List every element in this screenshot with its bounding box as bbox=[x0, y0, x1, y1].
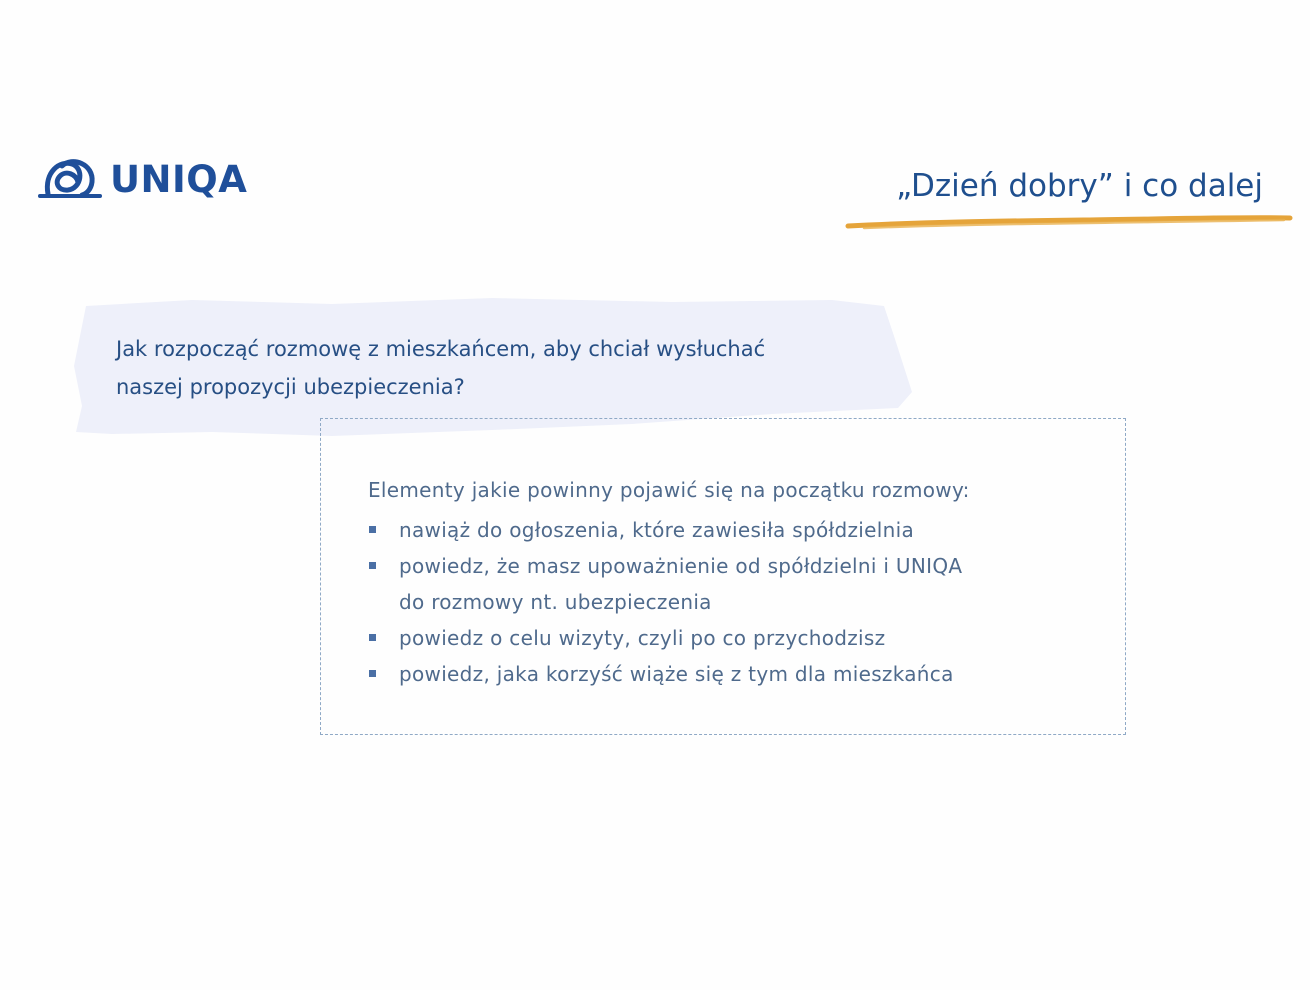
bullet-list bbox=[368, 512, 962, 692]
list-item bbox=[368, 656, 962, 692]
list-item bbox=[368, 620, 962, 656]
uniqa-logo-text: UNIQA bbox=[110, 157, 248, 201]
question-line: Jak rozpocząć rozmowę z mieszkańcem, aby chciał wysłuchać bbox=[116, 337, 766, 361]
uniqa-logo-icon bbox=[38, 158, 102, 200]
bullet-square-icon bbox=[369, 634, 376, 641]
list-item bbox=[368, 548, 962, 620]
uniqa-logo bbox=[38, 158, 247, 200]
list-item bbox=[368, 512, 962, 548]
bullet-square-icon bbox=[369, 562, 376, 569]
title-brush-underline bbox=[844, 212, 1294, 234]
info-box-heading: Elementy jakie powinny pojawić się na początku rozmowy: bbox=[368, 478, 970, 502]
bullet-square-icon bbox=[369, 670, 376, 677]
list-item-text: powiedz, jaka korzyść wiąże się z tym dla mieszkańca bbox=[399, 662, 954, 686]
list-item-text: nawiąż do ogłoszenia, które zawiesiła spółdzielnia bbox=[399, 518, 915, 542]
question-line: naszej propozycji ubezpieczenia? bbox=[116, 375, 465, 399]
question-text bbox=[116, 330, 896, 406]
list-item-text: powiedz o celu wizyty, czyli po co przychodzisz bbox=[399, 626, 886, 650]
list-item-text: do rozmowy nt. ubezpieczenia bbox=[399, 590, 712, 614]
list-item-text: powiedz, że masz upoważnienie od spółdzielni i UNIQA bbox=[399, 554, 963, 578]
bullet-square-icon bbox=[369, 526, 376, 533]
slide-title: „Dzień dobry” i co dalej bbox=[896, 168, 1263, 204]
